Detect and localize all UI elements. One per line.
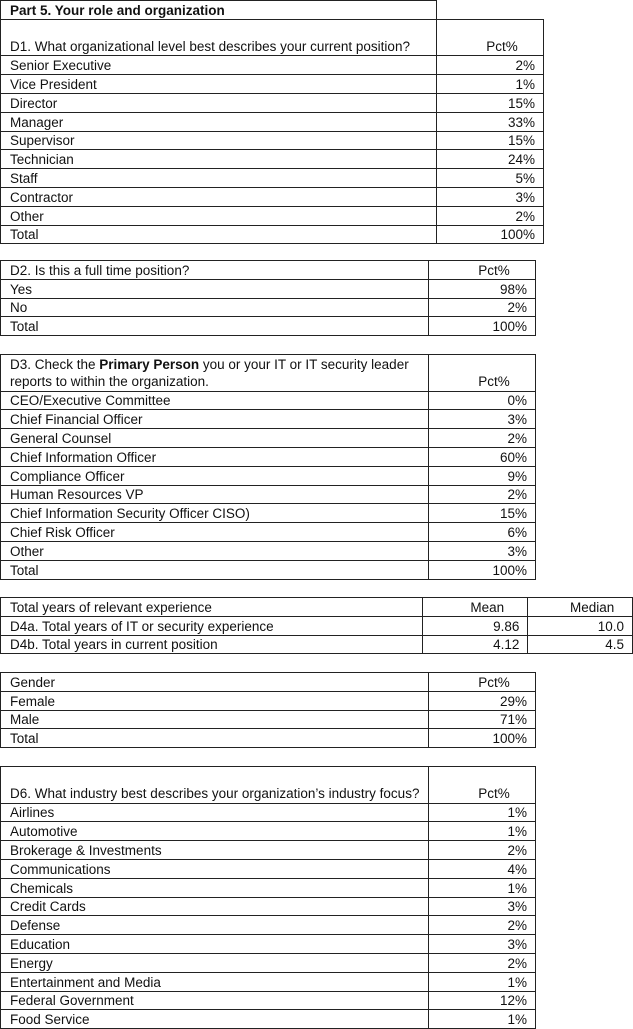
d3-question-bold: Primary Person bbox=[99, 356, 200, 372]
d6-row bbox=[1, 897, 536, 916]
d6-row-label: Brokerage & Investments bbox=[1, 841, 429, 860]
d3-row bbox=[1, 560, 536, 579]
d3-row-label: CEO/Executive Committee bbox=[1, 391, 429, 410]
d1-row-value: 2% bbox=[437, 56, 544, 75]
d6-row-value: 3% bbox=[429, 935, 536, 954]
gender-row-value: 100% bbox=[429, 729, 536, 748]
d1-row-value: 15% bbox=[437, 93, 544, 112]
d4-row-median: 10.0 bbox=[528, 616, 633, 635]
d3-row-label: Compliance Officer bbox=[1, 466, 429, 485]
title-row bbox=[1, 1, 544, 20]
d6-row bbox=[1, 991, 536, 1010]
d1-row-label: Contractor bbox=[1, 187, 437, 206]
d6-row-value: 1% bbox=[429, 1010, 536, 1029]
d1-row-value: 15% bbox=[437, 131, 544, 150]
gender-row-label: Total bbox=[1, 729, 429, 748]
d3-row-label: Other bbox=[1, 541, 429, 560]
d3-row-value: 2% bbox=[429, 429, 536, 448]
d6-row-label: Automotive bbox=[1, 822, 429, 841]
d3-row bbox=[1, 429, 536, 448]
d1-row bbox=[1, 56, 544, 75]
d4-header: Total years of relevant experience bbox=[1, 598, 423, 617]
d6-row-label: Federal Government bbox=[1, 991, 429, 1010]
d1-row bbox=[1, 75, 544, 94]
d1-row-label: Director bbox=[1, 93, 437, 112]
d3-question-suffix: you or your IT or IT security leader reports to within the organization. bbox=[10, 356, 409, 390]
d4-row-median: 4.5 bbox=[528, 635, 633, 654]
d3-row-label: Chief Financial Officer bbox=[1, 410, 429, 429]
d1-row-label: Manager bbox=[1, 112, 437, 131]
d1-row bbox=[1, 131, 544, 150]
gender-row bbox=[1, 691, 536, 710]
d6-row bbox=[1, 803, 536, 822]
d3-row bbox=[1, 391, 536, 410]
d6-row-label: Communications bbox=[1, 859, 429, 878]
d4-row bbox=[1, 616, 633, 635]
d6-row-label: Food Service bbox=[1, 1010, 429, 1029]
gender-header-row bbox=[1, 673, 536, 692]
gender-col-header: Pct% bbox=[429, 673, 536, 692]
d3-row-label: General Counsel bbox=[1, 429, 429, 448]
d1-row-label: Supervisor bbox=[1, 131, 437, 150]
d3-row bbox=[1, 466, 536, 485]
d2-row-label: Total bbox=[1, 317, 429, 336]
d6-row bbox=[1, 859, 536, 878]
d1-row-value: 100% bbox=[437, 225, 544, 244]
d3-row bbox=[1, 523, 536, 542]
d1-row bbox=[1, 225, 544, 244]
d1-row bbox=[1, 150, 544, 169]
d2-row-value: 100% bbox=[429, 317, 536, 336]
d6-row-value: 1% bbox=[429, 878, 536, 897]
d6-row bbox=[1, 953, 536, 972]
d6-row-label: Credit Cards bbox=[1, 897, 429, 916]
d1-header-row bbox=[1, 19, 544, 56]
d6-row-value: 2% bbox=[429, 841, 536, 860]
d1-row-value: 2% bbox=[437, 206, 544, 225]
d6-row-value: 2% bbox=[429, 916, 536, 935]
d1-row-value: 3% bbox=[437, 187, 544, 206]
d3-row-value: 100% bbox=[429, 560, 536, 579]
d4-col-mean: Mean bbox=[423, 598, 528, 617]
d6-row-value: 1% bbox=[429, 822, 536, 841]
d6-row-value: 4% bbox=[429, 859, 536, 878]
d4-row-label: D4a. Total years of IT or security experience bbox=[1, 616, 423, 635]
d1-col-header: Pct% bbox=[437, 19, 544, 56]
d3-row-label: Total bbox=[1, 560, 429, 579]
d6-col-header: Pct% bbox=[429, 767, 536, 804]
d4-row-mean: 4.12 bbox=[423, 635, 528, 654]
d3-row-value: 0% bbox=[429, 391, 536, 410]
gender-row-label: Male bbox=[1, 710, 429, 729]
d6-question: D6. What industry best describes your organization’s industry focus? bbox=[1, 767, 429, 804]
d2-row-value: 2% bbox=[429, 298, 536, 317]
d3-table bbox=[0, 354, 536, 580]
d3-row-value: 3% bbox=[429, 410, 536, 429]
gender-table bbox=[0, 672, 536, 748]
d4-col-median: Median bbox=[528, 598, 633, 617]
d3-row-label: Chief Risk Officer bbox=[1, 523, 429, 542]
d1-row-label: Senior Executive bbox=[1, 56, 437, 75]
d3-col-header: Pct% bbox=[429, 355, 536, 392]
d3-row-value: 6% bbox=[429, 523, 536, 542]
d1-row-value: 1% bbox=[437, 75, 544, 94]
d3-row bbox=[1, 541, 536, 560]
d1-row-label: Technician bbox=[1, 150, 437, 169]
d3-row-value: 60% bbox=[429, 447, 536, 466]
d4-row bbox=[1, 635, 633, 654]
d6-row bbox=[1, 972, 536, 991]
d3-row-label: Chief Information Officer bbox=[1, 447, 429, 466]
d1-row bbox=[1, 187, 544, 206]
d2-question: D2. Is this a full time position? bbox=[1, 261, 429, 280]
d2-row-label: No bbox=[1, 298, 429, 317]
d6-row-label: Chemicals bbox=[1, 878, 429, 897]
gender-row-value: 29% bbox=[429, 691, 536, 710]
d1-row bbox=[1, 93, 544, 112]
d6-row-value: 12% bbox=[429, 991, 536, 1010]
d2-row-value: 98% bbox=[429, 279, 536, 298]
d3-row bbox=[1, 447, 536, 466]
gender-row bbox=[1, 729, 536, 748]
d6-row-label: Airlines bbox=[1, 803, 429, 822]
d1-row bbox=[1, 112, 544, 131]
d6-row bbox=[1, 935, 536, 954]
d3-row-value: 9% bbox=[429, 466, 536, 485]
d1-row-value: 5% bbox=[437, 169, 544, 188]
d4-table bbox=[0, 597, 633, 654]
d4-header-row bbox=[1, 598, 633, 617]
d1-table bbox=[0, 0, 544, 244]
d1-row bbox=[1, 206, 544, 225]
d1-row-value: 33% bbox=[437, 112, 544, 131]
d6-row-label: Education bbox=[1, 935, 429, 954]
d6-row bbox=[1, 878, 536, 897]
d6-row-label: Energy bbox=[1, 953, 429, 972]
d3-row-label: Human Resources VP bbox=[1, 485, 429, 504]
d1-question: D1. What organizational level best describes your current position? bbox=[1, 19, 437, 56]
d2-row bbox=[1, 317, 536, 336]
d6-row-value: 2% bbox=[429, 953, 536, 972]
d3-row bbox=[1, 410, 536, 429]
gender-row bbox=[1, 710, 536, 729]
d3-row bbox=[1, 504, 536, 523]
d3-row-label: Chief Information Security Officer CISO) bbox=[1, 504, 429, 523]
d6-row bbox=[1, 822, 536, 841]
d2-row-label: Yes bbox=[1, 279, 429, 298]
d6-row bbox=[1, 841, 536, 860]
d4-row-mean: 9.86 bbox=[423, 616, 528, 635]
gender-row-label: Female bbox=[1, 691, 429, 710]
section-title: Part 5. Your role and organization bbox=[1, 1, 437, 20]
d1-row-label: Vice President bbox=[1, 75, 437, 94]
d3-row-value: 15% bbox=[429, 504, 536, 523]
d4-row-label: D4b. Total years in current position bbox=[1, 635, 423, 654]
d1-row-value: 24% bbox=[437, 150, 544, 169]
d6-row bbox=[1, 916, 536, 935]
d3-question-prefix: D3. Check the bbox=[10, 356, 100, 372]
d3-header-row bbox=[1, 355, 536, 392]
d6-row-value: 1% bbox=[429, 972, 536, 991]
d2-header-row bbox=[1, 261, 536, 280]
d6-row-value: 1% bbox=[429, 803, 536, 822]
d2-row bbox=[1, 279, 536, 298]
d6-row-label: Defense bbox=[1, 916, 429, 935]
d3-question bbox=[1, 355, 429, 392]
d6-header-row bbox=[1, 767, 536, 804]
d2-row bbox=[1, 298, 536, 317]
d1-row-label: Total bbox=[1, 225, 437, 244]
d2-table bbox=[0, 260, 536, 336]
d1-row bbox=[1, 169, 544, 188]
d1-row-label: Staff bbox=[1, 169, 437, 188]
d3-row-value: 2% bbox=[429, 485, 536, 504]
d3-row bbox=[1, 485, 536, 504]
d2-col-header: Pct% bbox=[429, 261, 536, 280]
d1-row-label: Other bbox=[1, 206, 437, 225]
d6-row bbox=[1, 1010, 536, 1029]
gender-header: Gender bbox=[1, 673, 429, 692]
d6-row-value: 3% bbox=[429, 897, 536, 916]
d6-row-label: Entertainment and Media bbox=[1, 972, 429, 991]
d3-row-value: 3% bbox=[429, 541, 536, 560]
d6-table bbox=[0, 766, 536, 1029]
gender-row-value: 71% bbox=[429, 710, 536, 729]
